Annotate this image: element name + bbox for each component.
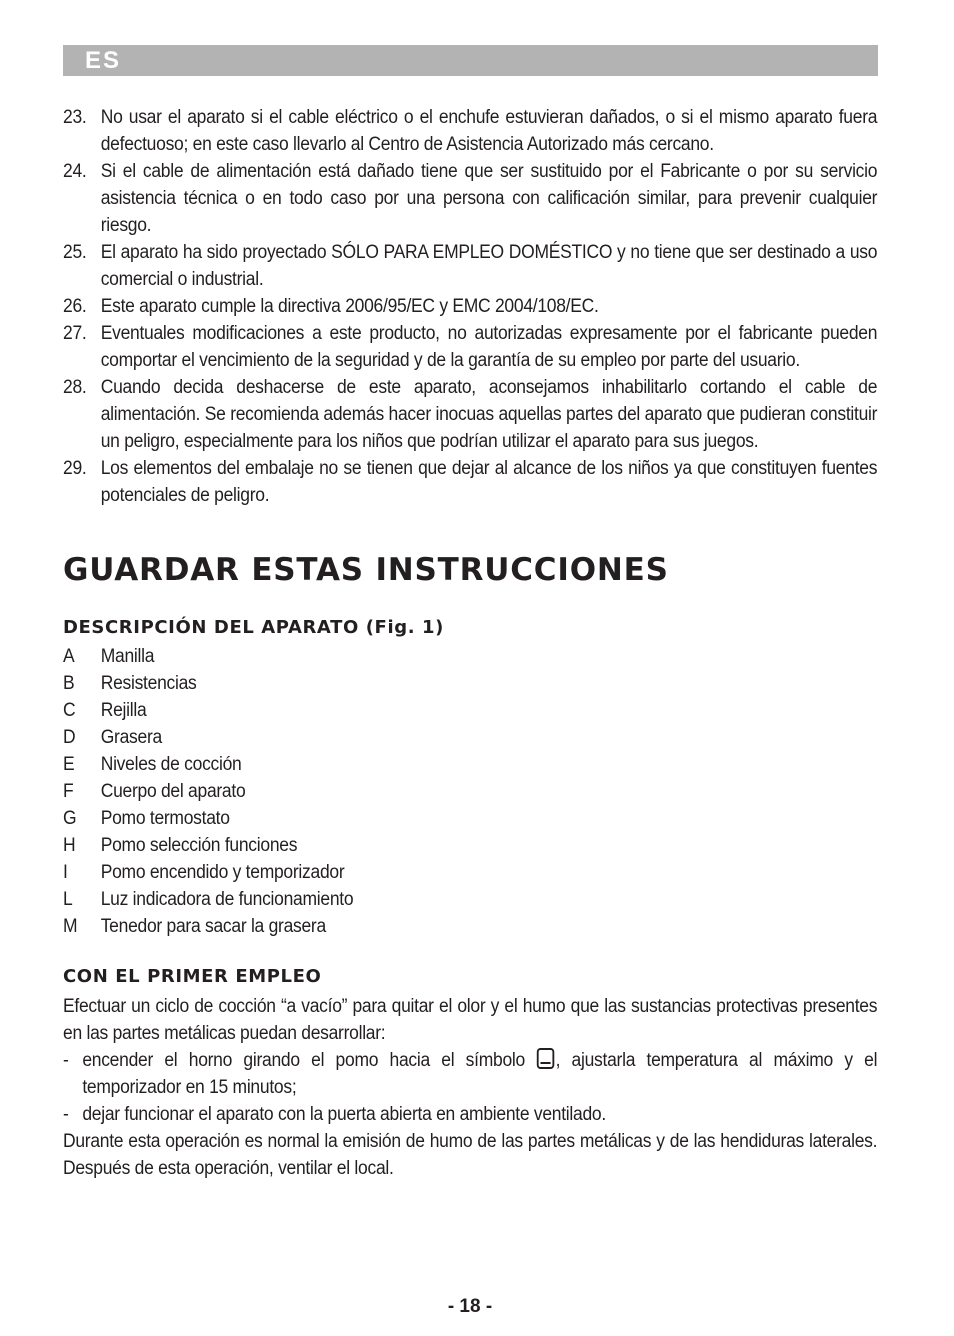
list-item	[63, 374, 877, 455]
list-item	[63, 158, 877, 239]
first-use-intro: Efectuar un ciclo de cocción “a vacío” para quitar el olor y el humo que las sustancias protectivas presentes en las partes metálicas puedan desarrollar:	[63, 996, 878, 1044]
item-text: Eventuales modificaciones a este producto, no autorizadas expresamente por el fabricante pueden comportar el vencimiento de la seguridad y de la garantía de su empleo por parte del usuario.	[100, 323, 878, 371]
part-name: Tenedor para sacar la grasera	[100, 916, 326, 937]
first-use-section	[63, 993, 877, 1182]
item-number: 25.	[63, 242, 87, 263]
bullet-dash: -	[63, 1050, 69, 1071]
list-item	[63, 239, 877, 293]
part-letter: I	[63, 862, 68, 883]
part-item	[63, 670, 877, 697]
part-item	[63, 697, 877, 724]
item-number: 23.	[63, 107, 87, 128]
item-text: Los elementos del embalaje no se tienen que dejar al alcance de los niños ya que constituyen fuentes potenciales de peligro.	[100, 458, 878, 506]
page-number: - 18 -	[447, 1296, 493, 1317]
part-item	[63, 886, 877, 913]
parts-list	[63, 643, 877, 940]
part-item	[63, 724, 877, 751]
item-text: Este aparato cumple la directiva 2006/95/EC y EMC 2004/108/EC.	[100, 296, 599, 317]
first-use-outro: Durante esta operación es normal la emisión de humo de las partes metálicas y de las hendiduras laterales. Después de esta operación, ventilar el local.	[63, 1131, 878, 1179]
item-number: 27.	[63, 323, 87, 344]
item-number: 24.	[63, 161, 87, 182]
part-letter: L	[63, 889, 73, 910]
list-item	[63, 320, 877, 374]
part-letter: M	[63, 916, 78, 937]
part-name: Pomo selección funciones	[100, 835, 298, 856]
part-name: Luz indicadora de funcionamiento	[100, 889, 354, 910]
part-name: Resistencias	[100, 673, 197, 694]
part-item	[63, 805, 877, 832]
part-letter: A	[63, 646, 75, 667]
part-item	[63, 913, 877, 940]
part-item	[63, 643, 877, 670]
language-label: ES	[85, 47, 122, 74]
safety-instructions-list	[63, 104, 877, 509]
list-item	[63, 104, 877, 158]
list-item	[63, 1047, 877, 1101]
part-name: Rejilla	[100, 700, 147, 721]
step-text	[82, 1047, 877, 1101]
part-item	[63, 778, 877, 805]
list-item	[63, 455, 877, 509]
item-number: 26.	[63, 296, 87, 317]
part-item	[63, 859, 877, 886]
page-title: GUARDAR ESTAS INSTRUCCIONES	[63, 552, 669, 588]
part-item	[63, 751, 877, 778]
list-item	[63, 293, 877, 320]
part-name: Grasera	[100, 727, 162, 748]
oven-symbol-icon	[537, 1048, 554, 1069]
list-item	[63, 1101, 877, 1128]
part-letter: C	[63, 700, 76, 721]
step-text: dejar funcionar el aparato con la puerta abierta en ambiente ventilado.	[82, 1104, 606, 1125]
item-number: 29.	[63, 458, 87, 479]
part-name: Pomo termostato	[100, 808, 230, 829]
part-name: Niveles de cocción	[100, 754, 242, 775]
part-letter: G	[63, 808, 77, 829]
step-text-before: encender el horno girando el pomo hacia el símbolo	[82, 1050, 525, 1071]
part-letter: H	[63, 835, 76, 856]
item-text: Si el cable de alimentación está dañado tiene que ser sustituido por el Fabricante o por su servicio asistencia técnica o en todo caso por una persona con calificación similar, para prevenir cualquier riesgo.	[100, 161, 878, 236]
bullet-dash: -	[63, 1104, 69, 1125]
part-name: Pomo encendido y temporizador	[100, 862, 345, 883]
part-letter: F	[63, 781, 74, 802]
item-number: 28.	[63, 377, 87, 398]
part-name: Cuerpo del aparato	[100, 781, 246, 802]
part-letter: B	[63, 673, 75, 694]
item-text: No usar el aparato si el cable eléctrico o el enchufe estuvieran dañados, o si el mismo aparato fuera defectuoso; en este caso llevarlo al Centro de Asistencia Autorizado más cercano.	[100, 107, 878, 155]
first-use-heading: CON EL PRIMER EMPLEO	[63, 966, 322, 987]
part-item	[63, 832, 877, 859]
part-letter: D	[63, 727, 76, 748]
part-name: Manilla	[100, 646, 155, 667]
language-bar	[63, 45, 878, 76]
part-letter: E	[63, 754, 75, 775]
item-text: El aparato ha sido proyectado SÓLO PARA EMPLEO DOMÉSTICO y no tiene que ser destinado a uso comercial o industrial.	[100, 242, 878, 290]
item-text: Cuando decida deshacerse de este aparato, aconsejamos inhabilitarlo cortando el cable de alimentación. Se recomienda además hacer inocuas aquellas partes del aparato que pudieran constituir un peligro, especialmente para los niños que podrían utilizar el aparato para sus juegos.	[100, 377, 878, 452]
step-text-after: , ajustarla temperatura al máximo y el temporizador en 15 minutos;	[82, 1050, 878, 1098]
description-heading: DESCRIPCIÓN DEL APARATO (Fig. 1)	[63, 617, 444, 638]
